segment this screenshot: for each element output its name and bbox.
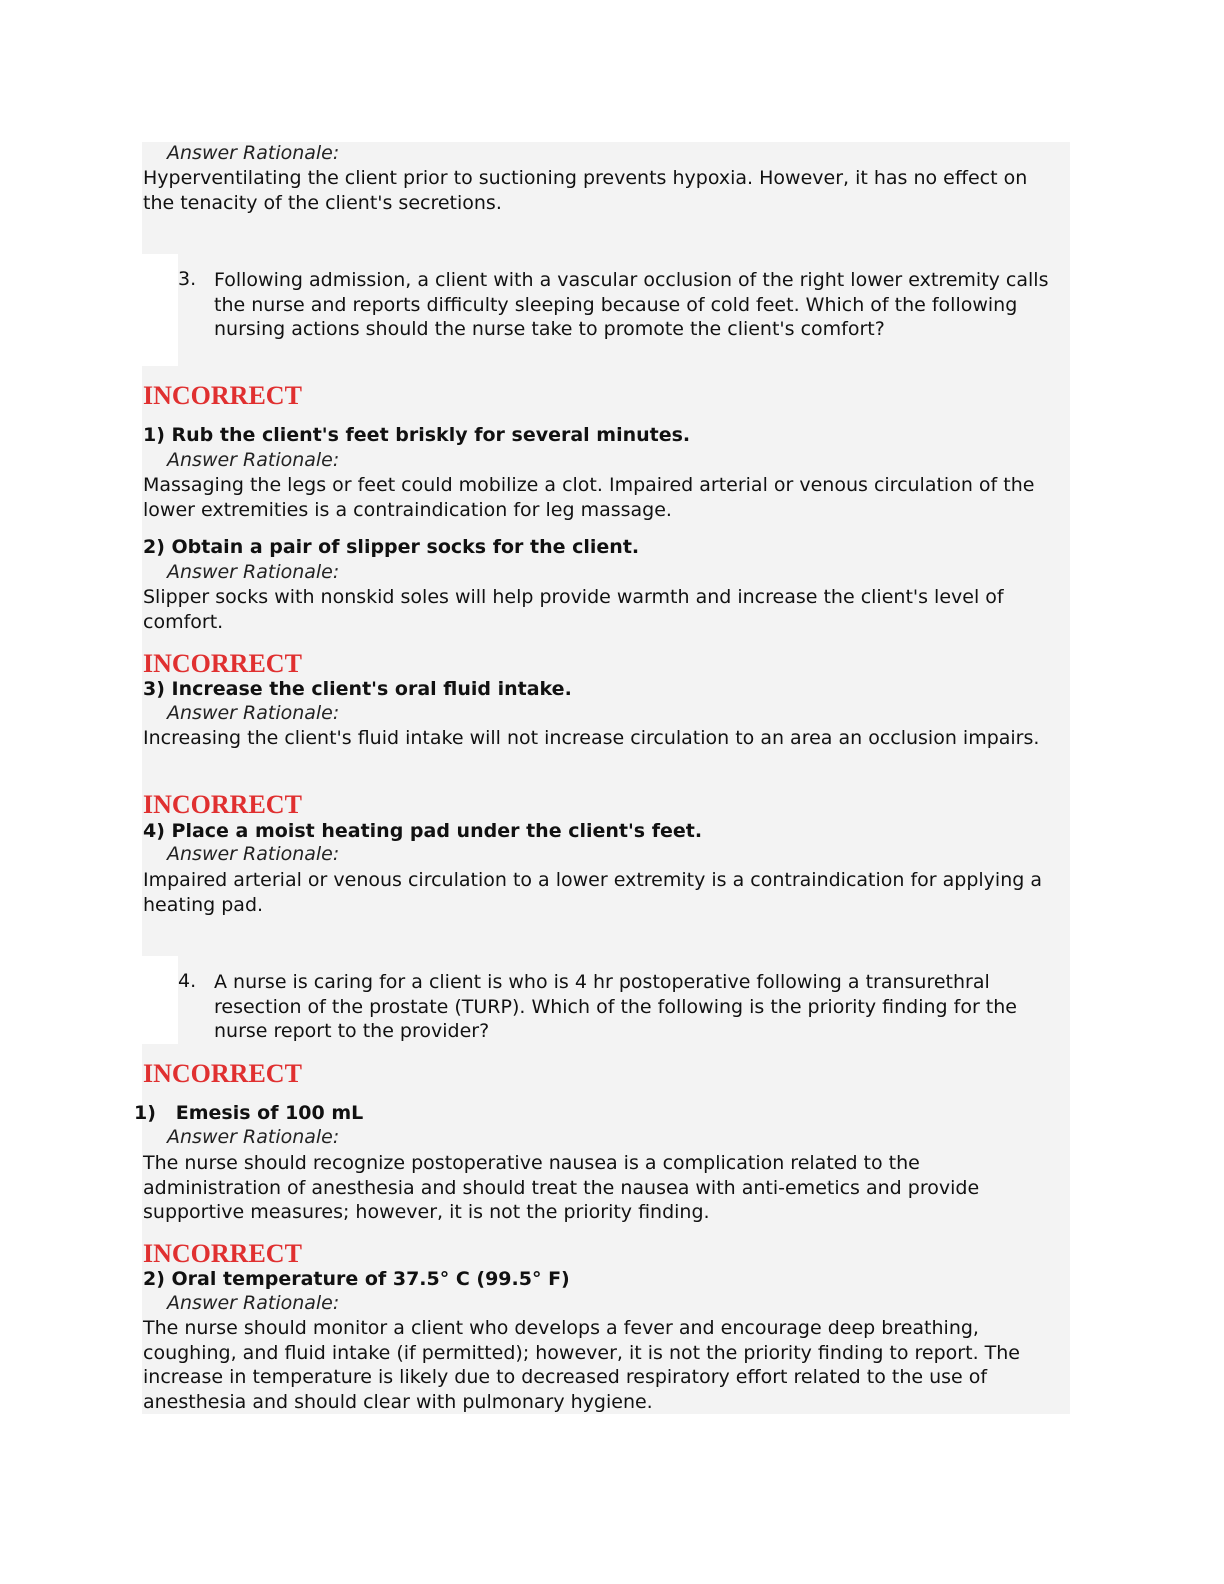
rationale-label: Answer Rationale: [167,142,340,164]
answer-option: 1) Emesis of 100 mL [134,1102,364,1124]
incorrect-label: INCORRECT [143,1059,302,1088]
incorrect-label: INCORRECT [143,649,302,678]
rationale-text: Increasing the client's fluid intake will not increase circulation to an area an occlusion impairs. [143,727,1040,749]
rationale-text: Massaging the legs or feet could mobilize a clot. Impaired arterial or venous circulation of the lower extremities is a contraindication for leg massage. [143,474,1035,521]
rationale-label: Answer Rationale: [167,702,340,724]
incorrect-label: INCORRECT [143,1239,302,1268]
rationale-label: Answer Rationale: [167,561,340,583]
answer-option: 1) Rub the client's feet briskly for several minutes. [143,424,691,446]
rationale-label: Answer Rationale: [167,843,340,865]
rationale-text: Impaired arterial or venous circulation to a lower extremity is a contraindication for applying a heating pad. [143,869,1042,916]
question-number: 4. [178,970,197,992]
question-number: 3. [178,268,197,290]
rationale-text: The nurse should recognize postoperative nausea is a complication related to the administration of anesthesia and should treat the nausea with anti-emetics and provide supportive measures; however, it is not the priority finding. [143,1152,980,1223]
incorrect-label: INCORRECT [143,381,302,410]
rationale-text: The nurse should monitor a client who develops a fever and encourage deep breathing, coughing, and fluid intake (if permitted); however, it is not the priority finding to report. The increase in temperature is likely due to decreased respiratory effort related to the use of anesthesia and should clear with pulmonary hygiene. [143,1317,1020,1413]
incorrect-label: INCORRECT [143,790,302,819]
rationale-text: Hyperventilating the client prior to suctioning prevents hypoxia. However, it has no effect on the tenacity of the client's secretions. [143,167,1028,214]
question-indent [142,254,178,366]
rationale-text: Slipper socks with nonskid soles will help provide warmth and increase the client's level of comfort. [143,586,1004,633]
answer-option: 2) Obtain a pair of slipper socks for the client. [143,536,640,558]
rationale-label: Answer Rationale: [167,1292,340,1314]
rationale-label: Answer Rationale: [167,449,340,471]
question-text: A nurse is caring for a client is who is 4 hr postoperative following a transurethral resection of the prostate (TURP). Which of the following is the priority finding for the nurse report to the provider? [214,971,1017,1042]
rationale-label: Answer Rationale: [167,1126,340,1148]
answer-option: 2) Oral temperature of 37.5° C (99.5° F) [143,1268,570,1290]
question-indent [142,956,178,1044]
answer-option: 3) Increase the client's oral fluid intake. [143,678,572,700]
answer-option: 4) Place a moist heating pad under the client's feet. [143,820,703,842]
question-text: Following admission, a client with a vascular occlusion of the right lower extremity calls the nurse and reports difficulty sleeping because of cold feet. Which of the following nursing actions should the nurse take to promote the client's comfort? [214,269,1049,340]
